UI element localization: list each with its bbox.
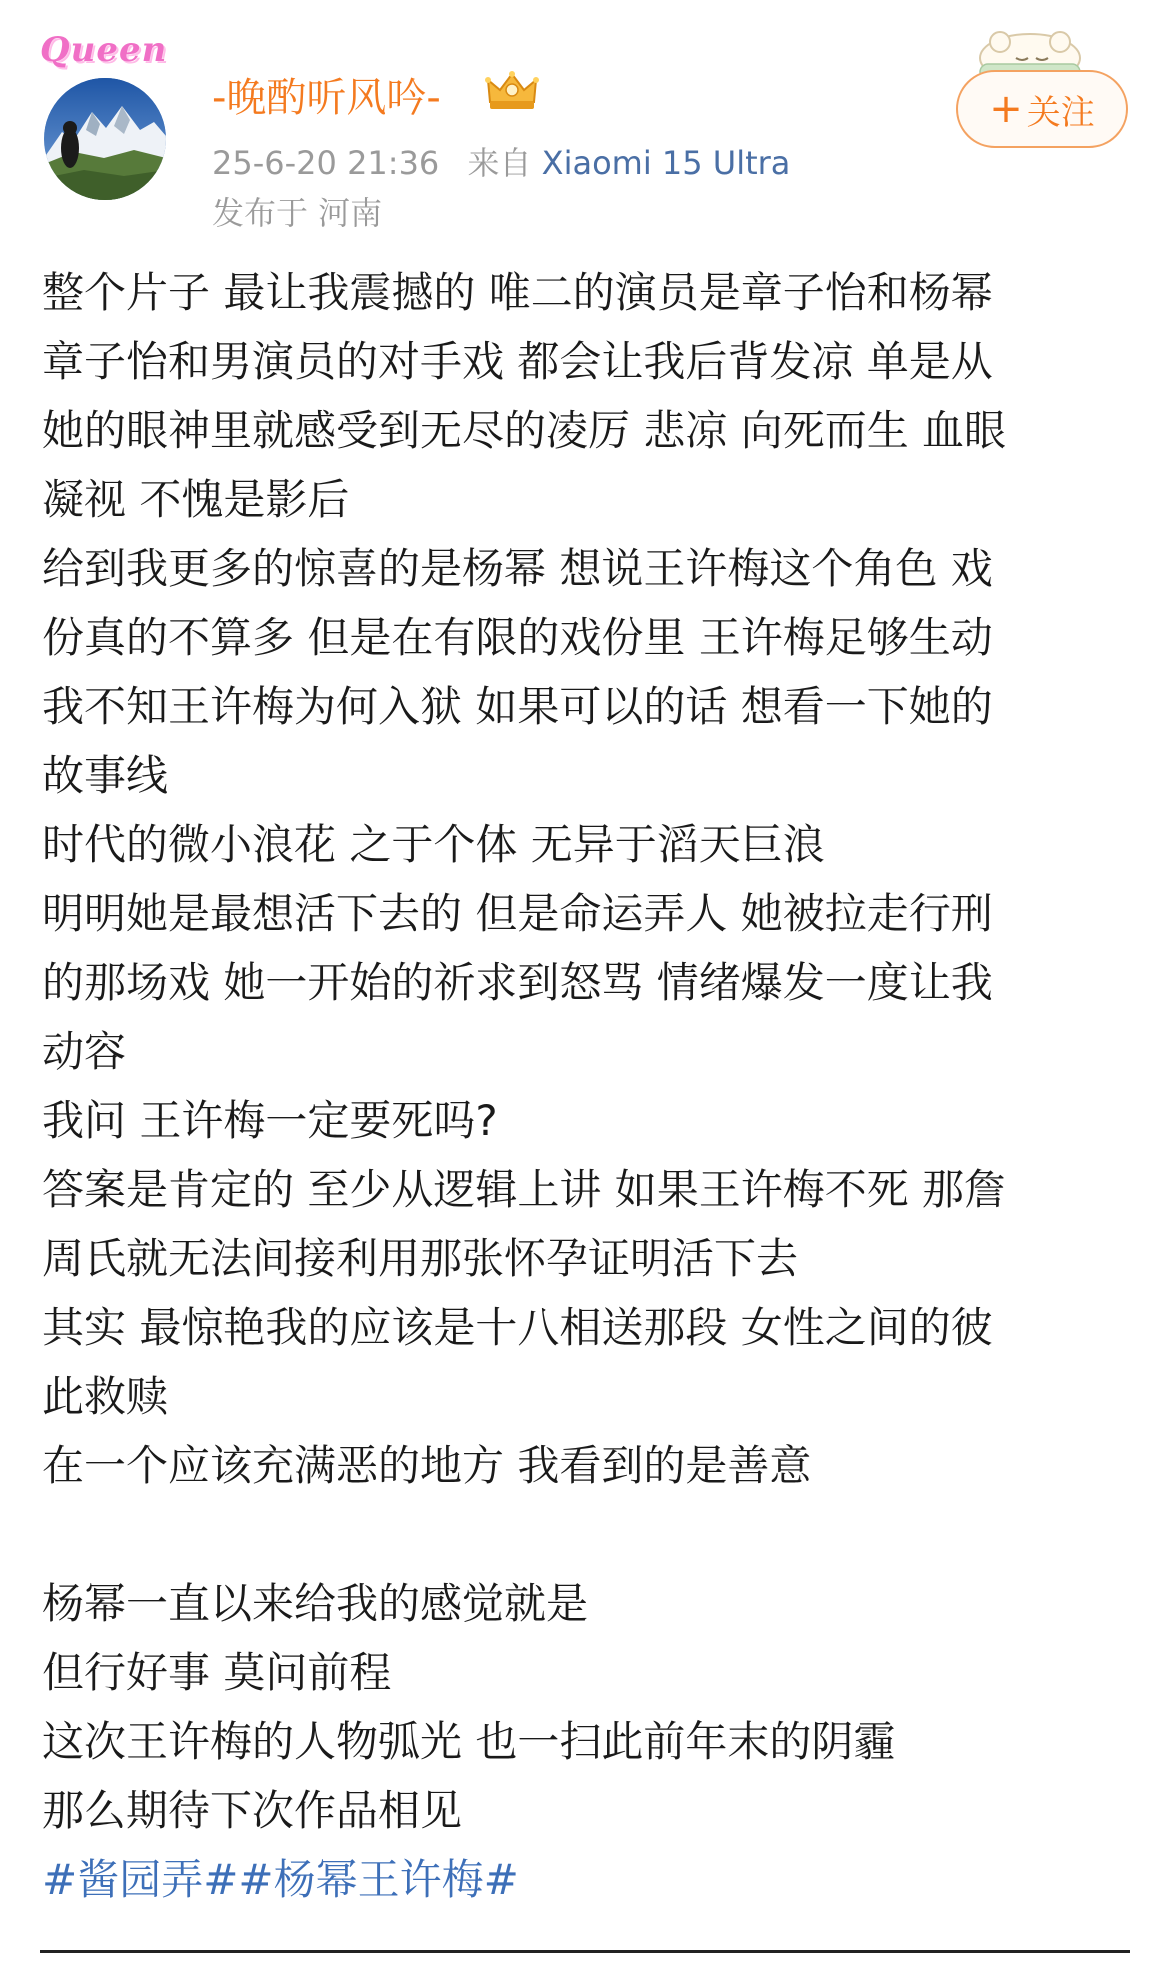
post-text-line: 她的眼神里就感受到无尽的凌厉 悲凉 向死而生 血眼 — [42, 406, 1007, 455]
post-text-line: 动容 — [42, 1027, 127, 1076]
post-text-line: 其实 最惊艳我的应该是十八相送那段 女性之间的彼 — [42, 1303, 993, 1352]
username[interactable]: -晚酌听风吟- — [212, 75, 441, 121]
post-text-line: 章子怡和男演员的对手戏 都会让我后背发凉 单是从 — [42, 337, 993, 386]
post-text-line: 答案是肯定的 至少从逻辑上讲 如果王许梅不死 那詹 — [42, 1165, 1007, 1214]
post-text-line: 我问 王许梅一定要死吗? — [42, 1096, 498, 1145]
hashtag-links[interactable]: #酱园弄##杨幂王许梅# — [42, 1855, 519, 1904]
post-text-line: 整个片子 最让我震撼的 唯二的演员是章子怡和杨幂 — [42, 268, 993, 317]
post-text-line: 我不知王许梅为何入狱 如果可以的话 想看一下她的 — [42, 682, 993, 731]
post-text-line: 杨幂一直以来给我的感觉就是 — [42, 1579, 589, 1628]
queen-avatar-frame-text: Queen — [40, 30, 168, 70]
post-time: 25-6-20 21:36 — [212, 144, 440, 182]
follow-button[interactable] — [956, 70, 1128, 148]
post-meta — [212, 138, 790, 184]
post-text-line: 此救赎 — [42, 1372, 169, 1421]
post-text-line: 凝视 不愧是影后 — [42, 475, 350, 524]
device-link[interactable]: Xiaomi 15 Ultra — [541, 144, 791, 182]
post-text-line: 份真的不算多 但是在有限的戏份里 王许梅足够生动 — [42, 613, 993, 662]
post-text-line: 故事线 — [42, 751, 169, 800]
vip-crown-badge-icon — [484, 68, 540, 112]
follow-label: 关注 — [1026, 92, 1095, 133]
post-text-line: 在一个应该充满恶的地方 我看到的是善意 — [42, 1441, 812, 1490]
source-prefix: 来自 — [467, 144, 532, 182]
paragraph-gap — [42, 1500, 1132, 1569]
post-text-line: 时代的微小浪花 之于个体 无异于滔天巨浪 — [42, 820, 825, 869]
avatar-area[interactable] — [38, 30, 178, 180]
plus-icon: + — [989, 86, 1023, 132]
post-text-line: 明明她是最想活下去的 但是命运弄人 她被拉走行刑 — [42, 889, 993, 938]
bottom-divider — [40, 1950, 1130, 1953]
follow-area — [956, 18, 1136, 158]
post-location: 发布于 河南 — [212, 194, 383, 232]
post-text-line: 周氏就无法间接利用那张怀孕证明活下去 — [42, 1234, 799, 1283]
post-header — [0, 0, 1168, 230]
post-text-line: 给到我更多的惊喜的是杨幂 想说王许梅这个角色 戏 — [42, 544, 993, 593]
post-text-line: 那么期待下次作品相见 — [42, 1786, 463, 1835]
post-body — [42, 258, 1132, 1914]
post-text-line: 但行好事 莫问前程 — [42, 1648, 392, 1697]
post-text-line: 的那场戏 她一开始的祈求到怒骂 情绪爆发一度让我 — [42, 958, 993, 1007]
avatar[interactable] — [44, 78, 166, 200]
post-text-line: 这次王许梅的人物弧光 也一扫此前年末的阴霾 — [42, 1717, 896, 1766]
mountain-avatar-image — [44, 78, 166, 200]
